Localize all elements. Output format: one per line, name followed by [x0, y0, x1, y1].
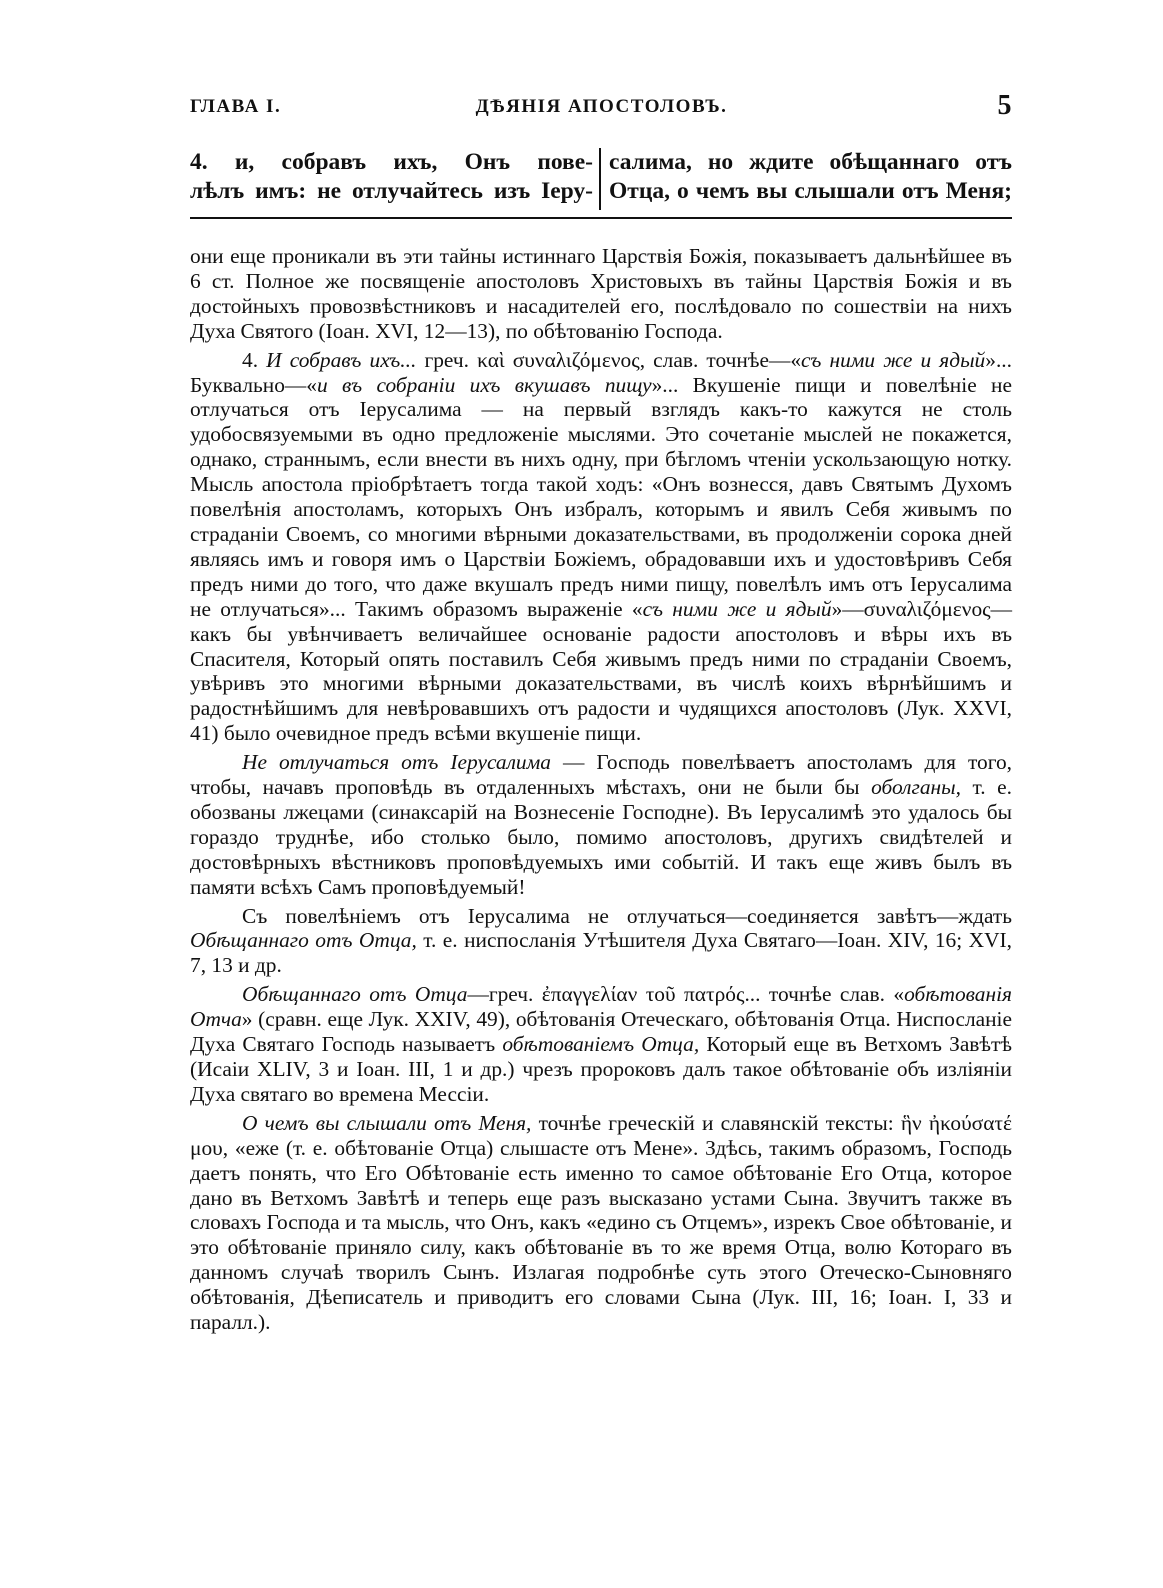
- verse-left-column: [190, 148, 601, 210]
- divider-rule: [190, 217, 1012, 219]
- text-run: »—συναλιζόμενος—какъ бы увѣнчиваетъ величайшее основаніе радости апостоловъ и вѣры ихъ въ Спасителя, Который опять поставилъ Себя живымъ предъ ними по страданіи Своемъ, увѣривъ это многими вѣрными доказательствами, въ числѣ коихъ вѣрнѣйшимъ и радостнѣйшимъ для невѣровавшихъ отъ радости и чудящихся апостоловъ (Лук. XXVI, 41) было очевидное предъ всѣми вкушеніе пищи.: [190, 596, 1013, 746]
- book-title: ДѢЯНІЯ АПОСТОЛОВЪ.: [475, 96, 728, 117]
- italic-citation: Обѣщаннаго отъ Отца: [242, 982, 468, 1007]
- text-run: 4.: [242, 347, 267, 372]
- text-run: т. е. обозваны лжецами (синаксарій на Вознесеніе Господне). Въ Іерусалимѣ это удалось бы гораздо труднѣе, ибо столько было, помимо апостоловъ, другихъ свидѣтелей и достовѣрныхъ вѣстниковъ проповѣдуемыхъ ими событій. И такъ еще живъ былъ въ памяти всѣхъ Самъ проповѣдуемый!: [190, 775, 1012, 899]
- text-run: Который еще въ Ветхомъ Завѣтѣ (Исаіи XLIV, 3 и Іоан. III, 1 и др.) чрезъ пророковъ далъ такое обѣтованіе объ изліяніи Духа святаго во времена Мессіи.: [190, 1032, 1012, 1106]
- italic-citation: съ ними же и ядый: [642, 596, 832, 621]
- verse-line: Отца, о чемъ вы слышали отъ Меня;: [609, 178, 1012, 204]
- commentary-paragraph: [190, 904, 1012, 979]
- italic-citation: О чемъ вы слышали отъ Меня,: [242, 1110, 532, 1135]
- chapter-label: ГЛАВА I.: [190, 96, 282, 117]
- commentary-paragraph: [190, 244, 1012, 344]
- italic-citation: оболганы,: [871, 775, 961, 800]
- verse-line: лѣлъ имъ: не отлучайтесь изъ Іеру-: [190, 178, 593, 204]
- italic-citation: Обѣщаннаго отъ Отца,: [190, 928, 417, 953]
- text-run: точнѣе греческій и славянскій тексты: ἣν ἠκούσατέ μου, «еже (т. е. обѣтованіе Отца) слышасте отъ Мене». Здѣсь, такимъ образомъ, Господь даетъ понять, что Его Обѣтованіе есть именно то самое обѣтованіе Его Отца, которое дано въ Ветхомъ Завѣтѣ и теперь еще разъ высказано устами Сына. Звучитъ также въ словахъ Господа и та мысль, что Онъ, какъ «едино съ Отцемъ», изрекъ Свое обѣтованіе, и это обѣтованіе приняло силу, какъ обѣтованіе въ то же время Отца, волю Котораго въ данномъ случаѣ творилъ Сынъ. Излагая подробнѣе суть этого Отеческо-Сыновняго обѣтованія, Дѣеписатель и приводитъ его словами Сына (Лук. III, 16; Іоан. I, 33 и паралл.).: [190, 1110, 1012, 1335]
- commentary-paragraph: [190, 348, 1012, 747]
- text-run: т. е. ниспосланія Утѣшителя Духа Святаго—Іоан. XIV, 16; XVI, 7, 13 и др.: [190, 928, 1012, 978]
- commentary-paragraph: [190, 750, 1012, 899]
- italic-citation: и въ собраніи ихъ вкушавъ пищу: [317, 372, 652, 397]
- text-run: греч. καὶ συναλιζόμενος, слав. точнѣе—«: [416, 347, 802, 372]
- italic-citation: И собравъ ихъ...: [266, 347, 417, 372]
- text-run: Съ повелѣніемъ отъ Іерусалима не отлучаться—соединяется завѣтъ—ждать: [242, 903, 1012, 928]
- verse-right-column: [601, 148, 1012, 210]
- commentary-paragraph: [190, 982, 1012, 1107]
- text-run: »... Буквально—«: [190, 347, 1013, 397]
- verse-line: салима, но ждите обѣщаннаго отъ: [609, 149, 1012, 175]
- italic-citation: обѣтованіемъ Отца,: [502, 1032, 700, 1057]
- text-run: »... Вкушеніе пищи и повелѣніе не отлучаться отъ Іерусалима — на первый взглядъ какъ-то кажутся не столь удобосвязуемыми въ одно предложеніе мыслями. Это сочетаніе мыслей не покажется, однако, страннымъ, если внести въ нихъ одну, при бѣгломъ чтеніи ускользающую нотку. Мысль апостола пріобрѣтаетъ тогда такой ходъ: «Онъ вознесся, давъ Святымъ Духомъ повелѣнія апостоламъ, которыхъ Онъ избралъ, которымъ и явилъ Себя живымъ по страданіи Своемъ, со многими вѣрными доказательствами, въ продолженіи сорока дней являясь имъ и говоря имъ о Царствіи Божіемъ, обрадовавши ихъ и удостовѣривъ Себя предъ ними до того, что даже вкушалъ предъ ними пищу, повелѣлъ имъ отъ Іерусалима не отлучаться»... Такимъ образомъ выраженіе «: [190, 372, 1012, 621]
- scripture-verse-block: [190, 148, 1012, 210]
- page-number: 5: [997, 90, 1013, 121]
- running-header: [190, 92, 1013, 124]
- italic-citation: съ ними же и ядый: [801, 347, 986, 372]
- text-run: » (сравн. еще Лук. XXIV, 49), обѣтованія Отеческаго, обѣтованія Отца. Ниспосланіе Духа Святаго Господь называетъ: [190, 1007, 1012, 1057]
- verse-line: 4. и, собравъ ихъ, Онъ пове-: [190, 149, 593, 175]
- text-run: — Господь повелѣваетъ апостоламъ для того, чтобы, начавъ проповѣдь въ отдаленныхъ мѣстахъ, они не были бы: [190, 750, 1012, 800]
- text-run: они еще проникали въ эти тайны истиннаго Царствія Божія, показываетъ дальнѣйшее въ 6 ст. Полное же посвященіе апостоловъ Христовыхъ въ тайны Царствія Божія и въ достойныхъ провозвѣстниковъ и насадителей его, послѣдовало по сошествіи на нихъ Духа Святого (Іоан. XVI, 12—13), по обѣтованію Господа.: [190, 244, 1012, 343]
- italic-citation: обѣтованія Отча: [190, 982, 1012, 1032]
- commentary-paragraph: [190, 1111, 1012, 1335]
- text-run: —греч. ἐπαγγελίαν τοῦ πατρός... точнѣе слав. «: [467, 982, 905, 1007]
- italic-citation: Не отлучаться отъ Іерусалима: [242, 750, 551, 775]
- commentary-text: [190, 244, 1012, 1339]
